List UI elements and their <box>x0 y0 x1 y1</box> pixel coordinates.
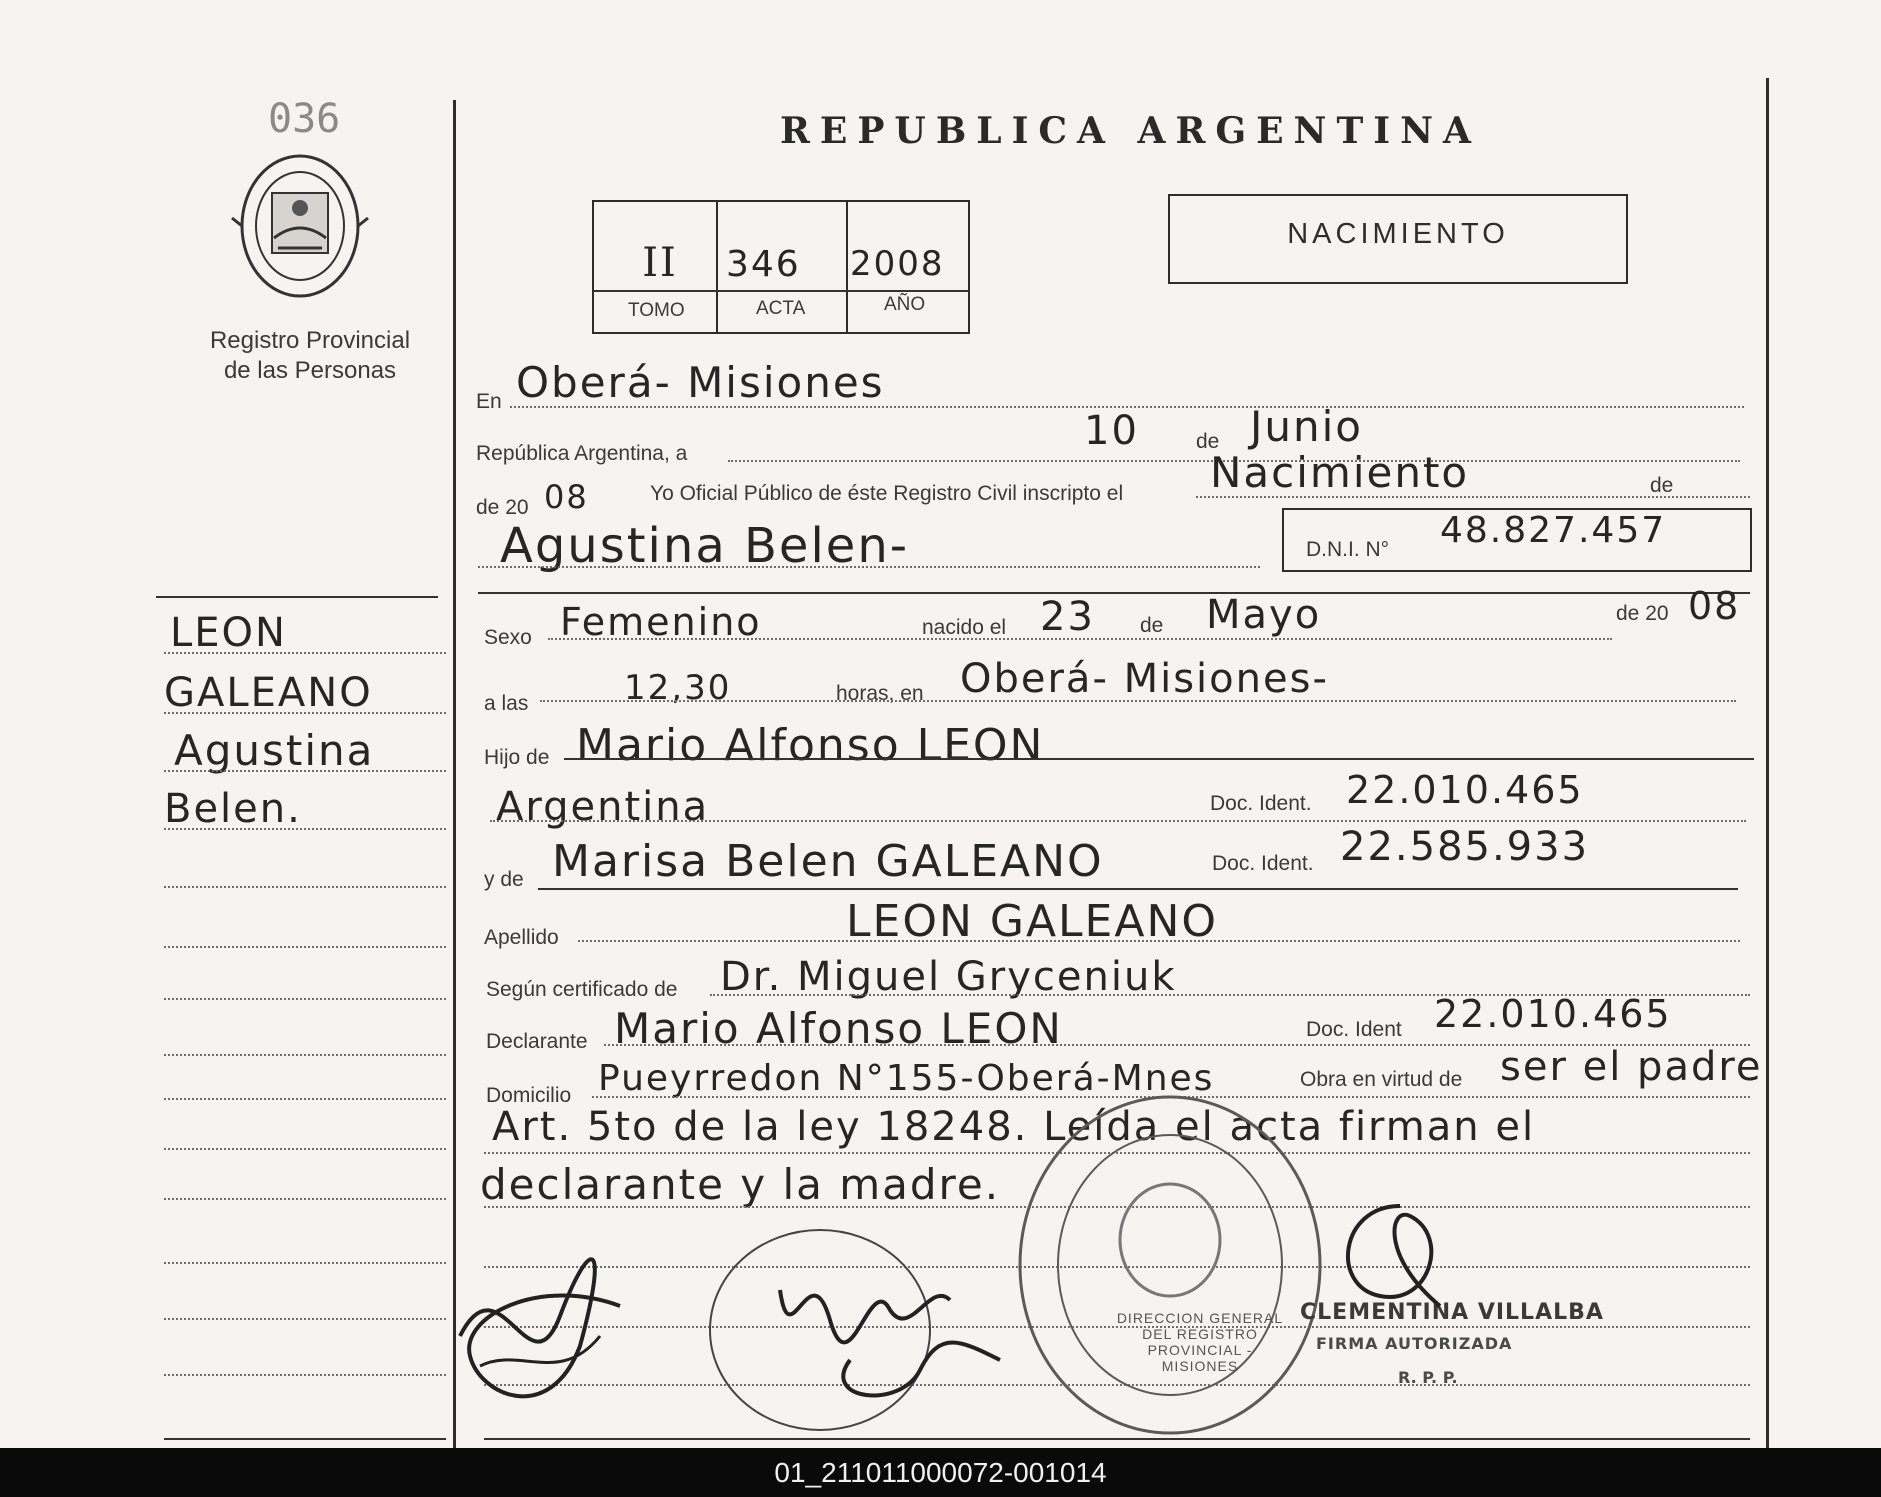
margin-name-2: GALEANO <box>164 670 373 716</box>
margin-name-4: Belen. <box>164 786 302 832</box>
birth-place: Oberá- Misiones- <box>960 656 1329 702</box>
mother-name: Marisa Belen GALEANO <box>552 836 1104 887</box>
stamp-ring-text: DIRECCION GENERAL DEL REGISTRO PROVINCIAL - MISIONES <box>1116 1310 1284 1374</box>
registry-line-1: Registro Provincial <box>209 327 411 354</box>
yde-label: y de <box>484 868 524 891</box>
hour-value: 12,30 <box>624 668 732 708</box>
form-line <box>478 566 1260 568</box>
hijo-label: Hijo de <box>484 746 550 769</box>
inscripto-value: Nacimiento <box>1210 448 1470 497</box>
obra-value: ser el padre <box>1500 1044 1763 1090</box>
declarante-value: Mario Alfonso LEON <box>614 1004 1063 1053</box>
margin-line <box>164 1318 446 1320</box>
father-name: Mario Alfonso LEON <box>576 720 1045 771</box>
margin-line <box>164 1148 446 1150</box>
official-name-stamp: CLEMENTINA VILLALBA <box>1300 1300 1604 1325</box>
doc-ident-label-2: Doc. Ident <box>1306 1018 1402 1041</box>
day-value: 10 <box>1084 408 1139 454</box>
margin-line <box>164 1198 446 1200</box>
country-title: REPUBLICA ARGENTINA <box>780 110 1481 152</box>
signature-official <box>440 1196 650 1426</box>
act-type-label: NACIMIENTO <box>1287 218 1509 250</box>
form-line <box>578 940 1740 942</box>
footer-code: 01_211011000072-001014 <box>0 1448 1881 1497</box>
doc-ident-label-mother: Doc. Ident. <box>1212 852 1314 875</box>
form-rule <box>538 888 1738 890</box>
dni-value: 48.827.457 <box>1440 510 1667 551</box>
record-id-label-line <box>594 290 968 292</box>
declarante-label: Declarante <box>486 1030 588 1053</box>
domicilio-value: Pueyrredon N°155-Oberá-Mnes <box>598 1058 1215 1099</box>
anio-label: AÑO <box>884 294 926 315</box>
en-label: En <box>476 390 502 413</box>
registry-line-2: de las Personas <box>223 357 397 384</box>
name-value: Agustina Belen- <box>500 518 910 574</box>
birth-year-prefix: de 20 <box>1616 602 1669 625</box>
horas-label: horas, en <box>836 682 924 705</box>
apellido-label: Apellido <box>484 926 559 949</box>
doc-ident-label: Doc. Ident. <box>1210 792 1312 815</box>
margin-name-3: Agustina <box>174 726 375 775</box>
margin-line <box>164 770 446 772</box>
province-seal-icon <box>230 148 370 303</box>
record-id-divider <box>846 202 848 332</box>
margin-line <box>164 828 446 830</box>
declarante-doc: 22.010.465 <box>1434 992 1672 1036</box>
birth-year-value: 08 <box>1688 584 1741 628</box>
form-line <box>490 820 1746 822</box>
nacido-label: nacido el <box>922 616 1007 639</box>
signature-official-initial <box>1320 1196 1460 1316</box>
birth-month: Mayo <box>1206 592 1322 638</box>
margin-line <box>164 998 446 1000</box>
birth-day: 23 <box>1040 594 1095 640</box>
de-label: de <box>1196 430 1220 453</box>
month-value: Junio <box>1250 402 1363 451</box>
margin-bottom-line <box>164 1438 446 1440</box>
a-las-label: a las <box>484 692 529 715</box>
signature-father <box>700 1210 1020 1440</box>
anio-value: 2008 <box>850 244 945 284</box>
registry-stamp-seal <box>1010 1090 1330 1440</box>
acta-value: 346 <box>726 244 801 285</box>
de-label-3: de <box>1140 614 1164 637</box>
right-column-border <box>1766 78 1769 1448</box>
oficial-text: Yo Oficial Público de éste Registro Civil inscripto el <box>650 482 1124 505</box>
form-rule <box>478 592 1750 594</box>
official-unit-stamp: R. P. P. <box>1398 1368 1458 1387</box>
acta-label: ACTA <box>756 298 806 319</box>
segun-label: Según certificado de <box>486 978 678 1001</box>
republica-label: República Argentina, a <box>476 442 688 465</box>
form-line <box>548 638 1612 640</box>
margin-line <box>164 886 446 888</box>
father-doc: 22.010.465 <box>1346 768 1584 812</box>
sexo-value: Femenino <box>560 600 762 644</box>
year-value: 08 <box>544 478 589 516</box>
year-prefix: de 20 <box>476 496 529 519</box>
margin-line <box>164 652 446 654</box>
dni-label: D.N.I. N° <box>1306 538 1390 561</box>
observations-line-2: declarante y la madre. <box>480 1160 1001 1209</box>
mother-doc: 22.585.933 <box>1340 824 1590 870</box>
en-value: Oberá- Misiones <box>516 358 885 407</box>
margin-line <box>164 1098 446 1100</box>
sexo-label: Sexo <box>484 626 532 649</box>
margin-name-1: LEON <box>170 610 287 656</box>
tomo-label: TOMO <box>628 300 685 321</box>
de-label-2: de <box>1650 474 1674 497</box>
apellido-value: LEON GALEANO <box>846 896 1219 947</box>
form-line <box>1196 496 1750 498</box>
margin-top-line <box>156 596 438 598</box>
domicilio-label: Domicilio <box>486 1084 572 1107</box>
margin-line <box>164 1262 446 1264</box>
margin-line <box>164 1054 446 1056</box>
form-line <box>540 700 1736 702</box>
margin-line <box>164 712 446 714</box>
tomo-value: II <box>642 240 678 286</box>
registry-name <box>180 326 440 386</box>
form-rule <box>564 758 1754 760</box>
page-number: 036 <box>268 96 341 142</box>
official-title-stamp: FIRMA AUTORIZADA <box>1316 1334 1513 1353</box>
father-nationality: Argentina <box>496 784 710 830</box>
margin-line <box>164 1374 446 1376</box>
observations-line-1: Art. 5to de la ley 18248. Leída el acta firman el <box>492 1104 1536 1150</box>
doctor-value: Dr. Miguel Gryceniuk <box>720 954 1177 1000</box>
margin-line <box>164 946 446 948</box>
record-id-divider <box>716 202 718 332</box>
obra-label: Obra en virtud de <box>1300 1068 1463 1091</box>
